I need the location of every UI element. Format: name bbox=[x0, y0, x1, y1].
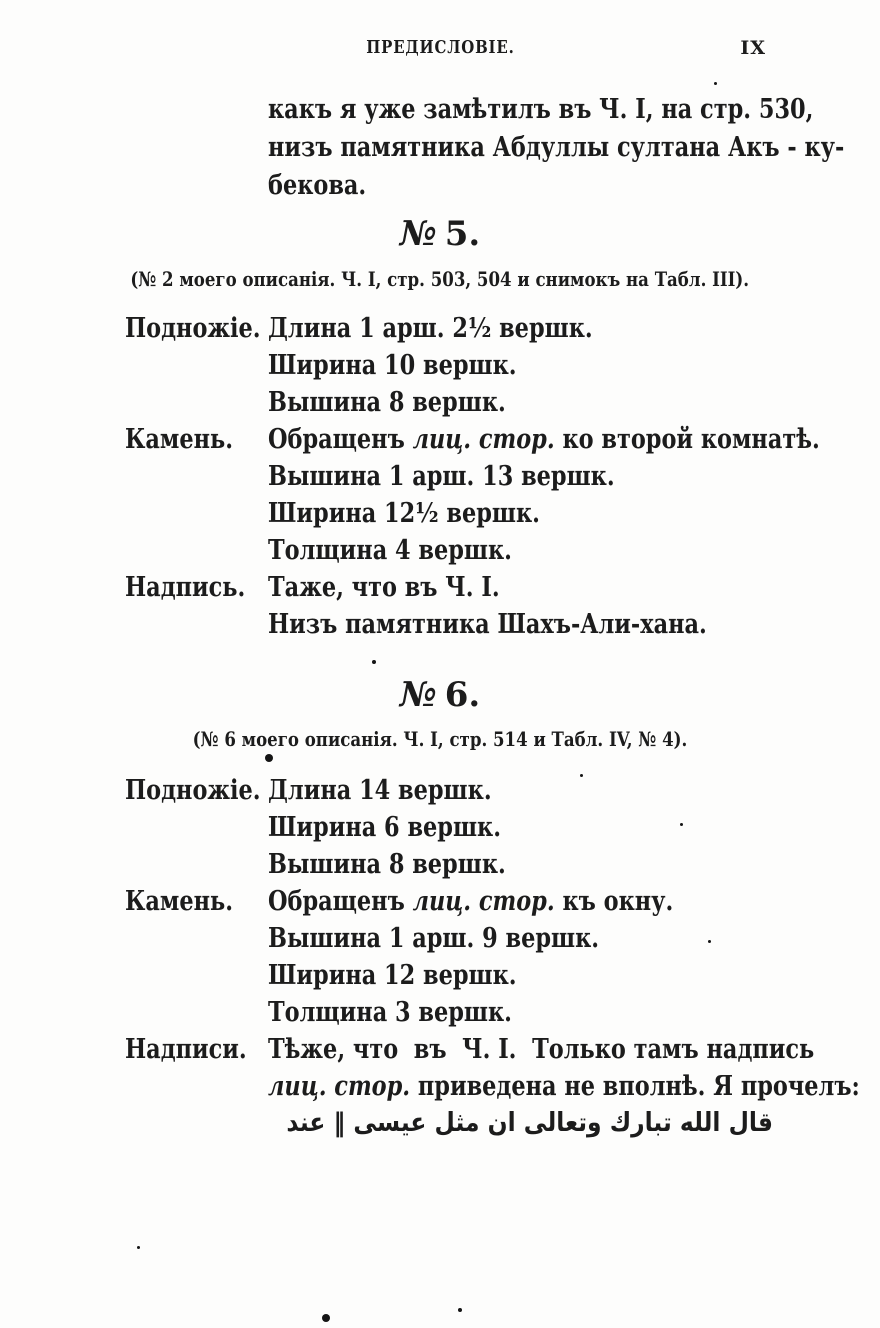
text-segment: Вышина 8 вершк. bbox=[268, 387, 506, 418]
text-segment: Ширина 12½ вершк. bbox=[268, 498, 540, 529]
entry-label-cell bbox=[125, 384, 268, 421]
entry-label-cell bbox=[125, 1031, 268, 1068]
section-number: 6. bbox=[444, 675, 481, 715]
entry-row bbox=[125, 994, 773, 1031]
entry-label: Подножіе. bbox=[125, 313, 261, 344]
text-segment: Длина 1 арш. 2½ вершк. bbox=[268, 313, 593, 344]
entry-row bbox=[125, 772, 773, 809]
entry-label-cell bbox=[125, 458, 268, 495]
section-number: 5. bbox=[444, 214, 481, 254]
abbreviation-italic: лиц. стор. bbox=[412, 886, 555, 917]
ink-speck bbox=[714, 82, 717, 85]
entry-label: Надписи. bbox=[125, 1034, 247, 1065]
entry-label-cell bbox=[125, 569, 268, 606]
numero-sign: № bbox=[399, 214, 437, 254]
entry-label-cell bbox=[125, 772, 268, 809]
text-segment: Толщина 3 вершк. bbox=[268, 997, 512, 1028]
numero-sign: № bbox=[399, 675, 437, 715]
entry-value-cell bbox=[268, 606, 773, 643]
text-segment: Ширина 10 вершк. bbox=[268, 350, 517, 381]
entry-row bbox=[125, 846, 773, 883]
entry-value-line bbox=[268, 920, 599, 957]
entry-value-cell bbox=[268, 458, 773, 495]
entry-row bbox=[125, 1105, 773, 1142]
entry-value-cell bbox=[268, 1105, 773, 1142]
entry-value-line bbox=[268, 957, 517, 994]
arabic-inscription bbox=[286, 1105, 774, 1142]
entry-row bbox=[125, 495, 773, 532]
page-number: IX bbox=[740, 37, 766, 59]
entry-value-cell bbox=[268, 1068, 860, 1105]
text-segment: Низъ памятника Шахъ-Али-хана. bbox=[268, 609, 707, 640]
entry-value-line bbox=[268, 994, 512, 1031]
entry-value-line bbox=[268, 1031, 814, 1068]
text-segment: приведена не вполнѣ. Я прочелъ: bbox=[410, 1071, 860, 1102]
section-6-subtitle: (№ 6 моего описанія. Ч. I, стр. 514 и Табл. IV, № 4). bbox=[192, 727, 688, 751]
entry-label: Камень. bbox=[125, 424, 234, 455]
entry-value-line bbox=[268, 458, 615, 495]
ink-speck bbox=[372, 660, 376, 664]
ink-speck bbox=[680, 823, 683, 826]
text-segment: Вышина 1 арш. 13 вершк. bbox=[268, 461, 615, 492]
entry-value-cell bbox=[268, 809, 773, 846]
entry-value-cell bbox=[268, 347, 773, 384]
entry-row bbox=[125, 606, 773, 643]
text-segment: Ширина 6 вершк. bbox=[268, 812, 502, 843]
entry-value-line bbox=[268, 569, 500, 606]
section-5-heading bbox=[0, 213, 880, 255]
entry-label-cell bbox=[125, 883, 268, 920]
entry-value-line bbox=[268, 532, 512, 569]
entry-value-line bbox=[268, 384, 506, 421]
ink-speck bbox=[708, 940, 711, 943]
entry-label-cell bbox=[125, 532, 268, 569]
entry-value-cell bbox=[268, 310, 773, 347]
entry-value-cell bbox=[268, 772, 773, 809]
entry-label-cell bbox=[125, 606, 268, 643]
entry-value-cell bbox=[268, 957, 773, 994]
paragraph-line: бекова. bbox=[268, 170, 367, 201]
entry-label-cell bbox=[125, 994, 268, 1031]
entry-row bbox=[125, 421, 820, 458]
abbreviation-italic: лиц. стор. bbox=[268, 1071, 411, 1102]
ink-speck bbox=[458, 1308, 462, 1312]
entry-value-line bbox=[268, 883, 673, 920]
entry-row bbox=[125, 532, 773, 569]
entry-row bbox=[125, 920, 773, 957]
entry-value-cell bbox=[268, 384, 773, 421]
text-segment: Длина 14 вершк. bbox=[268, 775, 492, 806]
ink-speck bbox=[265, 754, 273, 762]
entry-row bbox=[125, 458, 773, 495]
entry-label-cell bbox=[125, 310, 268, 347]
entry-label-cell bbox=[125, 347, 268, 384]
text-segment: قال الله تبارك وتعالى ان مثل عيسى ‖ عند bbox=[286, 1108, 773, 1138]
entry-row bbox=[125, 347, 773, 384]
entry-value-line bbox=[268, 809, 501, 846]
text-segment: ко второй комнатѣ. bbox=[554, 424, 820, 455]
entry-label-cell bbox=[125, 957, 268, 994]
abbreviation-italic: лиц. стор. bbox=[412, 424, 555, 455]
paragraph-line: какъ я уже замѣтилъ въ Ч. I, на стр. 530, bbox=[268, 94, 814, 125]
entry-row bbox=[125, 1031, 815, 1068]
entry-value-cell bbox=[268, 532, 773, 569]
entry-label: Надпись. bbox=[125, 572, 246, 603]
text-segment: Вышина 8 вершк. bbox=[268, 849, 506, 880]
section-5-subtitle: (№ 2 моего описанія. Ч. I, стр. 503, 504 и снимокъ на Табл. III). bbox=[130, 267, 750, 291]
entry-value-cell bbox=[268, 883, 773, 920]
entry-value-cell bbox=[268, 421, 820, 458]
section-5-measurements bbox=[125, 310, 820, 643]
entry-value-line bbox=[268, 772, 492, 809]
entry-value-cell bbox=[268, 495, 773, 532]
entry-label: Камень. bbox=[125, 886, 234, 917]
entry-label-cell bbox=[125, 1105, 268, 1142]
entry-label-cell bbox=[125, 920, 268, 957]
entry-label-cell bbox=[125, 495, 268, 532]
entry-row bbox=[125, 569, 773, 606]
entry-value-cell bbox=[268, 569, 773, 606]
entry-value-line bbox=[268, 606, 707, 643]
text-segment: Вышина 1 арш. 9 вершк. bbox=[268, 923, 600, 954]
intro-paragraph bbox=[268, 91, 880, 205]
entry-label-cell bbox=[125, 809, 268, 846]
running-head-title: ПРЕДИСЛОВІЕ. bbox=[365, 37, 515, 58]
ink-speck bbox=[580, 774, 583, 777]
entry-label-cell bbox=[125, 846, 268, 883]
entry-value-cell bbox=[268, 994, 773, 1031]
entry-value-cell bbox=[268, 1031, 815, 1068]
entry-row bbox=[125, 1068, 860, 1105]
paragraph-line: низъ памятника Абдуллы султана Акъ - ку- bbox=[268, 132, 845, 163]
text-segment: къ окну. bbox=[554, 886, 674, 917]
entry-value-line bbox=[268, 421, 820, 458]
ink-speck bbox=[137, 1246, 140, 1249]
entry-row bbox=[125, 310, 773, 347]
entry-row bbox=[125, 883, 773, 920]
entry-row bbox=[125, 384, 773, 421]
entry-value-cell bbox=[268, 846, 773, 883]
entry-value-cell bbox=[268, 920, 773, 957]
entry-row bbox=[125, 957, 773, 994]
section-6-heading bbox=[0, 674, 880, 716]
section-6-measurements bbox=[125, 772, 860, 1142]
entry-value-line bbox=[268, 495, 540, 532]
text-segment: Тѣже, что въ Ч. I. Только тамъ надпись bbox=[268, 1034, 815, 1065]
text-segment: Таже, что въ Ч. I. bbox=[268, 572, 500, 603]
text-segment: Обращенъ bbox=[268, 886, 413, 917]
entry-value-line bbox=[268, 310, 593, 347]
entry-row bbox=[125, 809, 773, 846]
entry-value-line bbox=[268, 347, 517, 384]
text-segment: Толщина 4 вершк. bbox=[268, 535, 512, 566]
entry-value-line bbox=[268, 1068, 860, 1105]
text-segment: Обращенъ bbox=[268, 424, 413, 455]
entry-label-cell bbox=[125, 421, 268, 458]
entry-label-cell bbox=[125, 1068, 268, 1105]
entry-value-line bbox=[268, 846, 506, 883]
ink-speck bbox=[322, 1314, 330, 1322]
entry-label: Подножіе. bbox=[125, 775, 261, 806]
text-segment: Ширина 12 вершк. bbox=[268, 960, 517, 991]
